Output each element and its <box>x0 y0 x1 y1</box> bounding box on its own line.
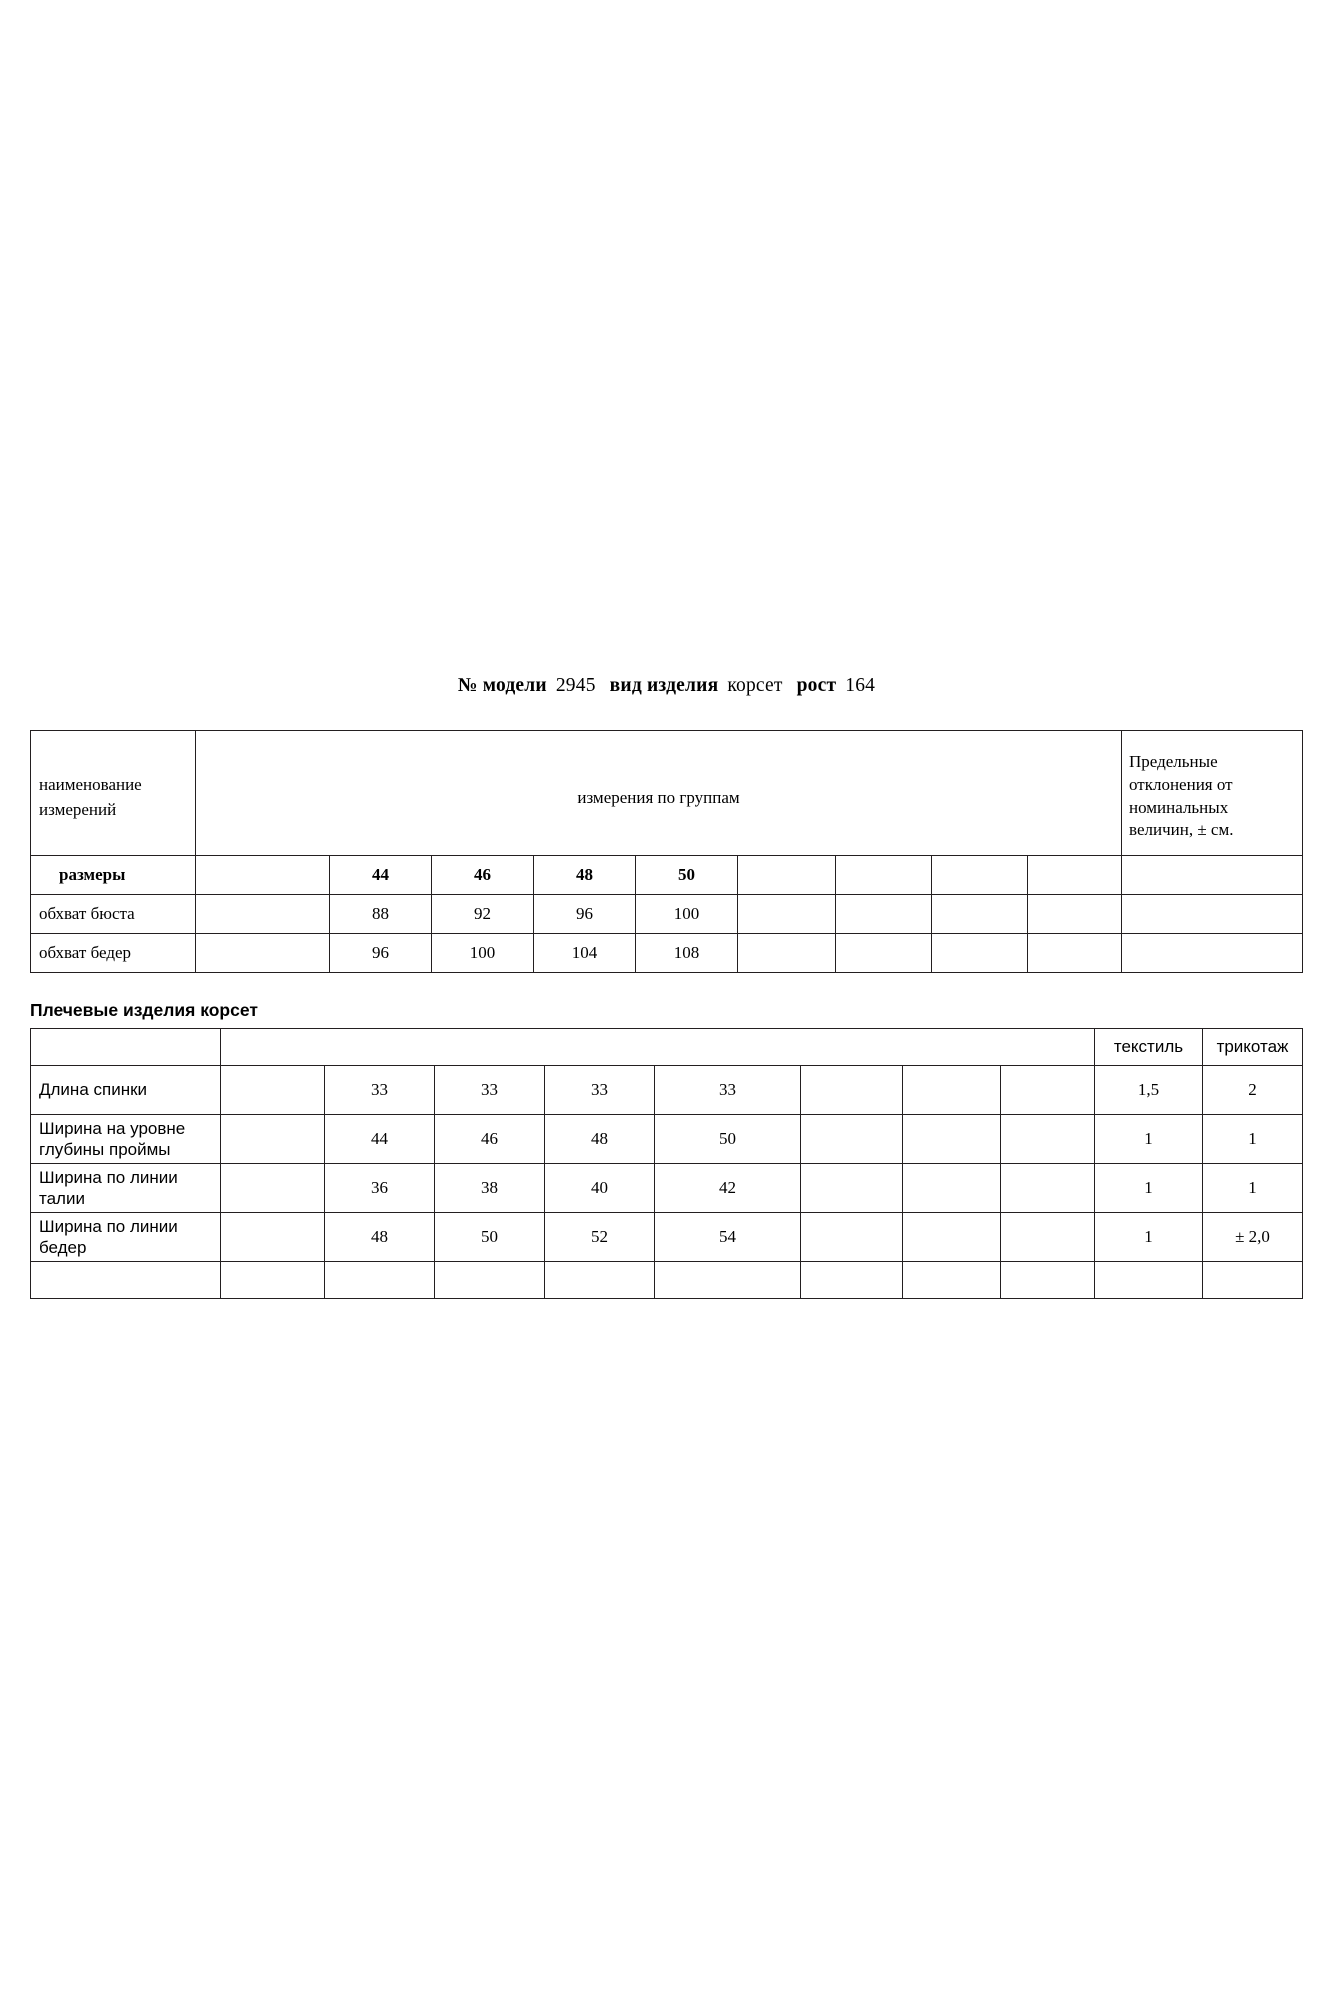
row-cell <box>836 895 932 934</box>
row-label: обхват бюста <box>31 895 196 934</box>
row-cell <box>932 895 1028 934</box>
row-cell: 48 <box>545 1115 655 1164</box>
row-cell <box>801 1213 903 1262</box>
model-value: 2945 <box>555 675 596 696</box>
row-cell: 54 <box>655 1213 801 1262</box>
row-cell: 48 <box>534 856 636 895</box>
row-cell <box>196 856 330 895</box>
row-cell <box>1122 856 1303 895</box>
row-cell: 38 <box>435 1164 545 1213</box>
row-cell <box>903 1066 1001 1115</box>
row-label: Длина спинки <box>31 1066 221 1115</box>
table-row <box>31 1115 1303 1164</box>
row-knitwear-deviation: 1 <box>1203 1115 1303 1164</box>
sizes-table <box>30 730 1303 973</box>
header-knitwear: трикотаж <box>1203 1029 1303 1066</box>
row-cell <box>655 1262 801 1299</box>
row-textile-deviation: 1 <box>1095 1115 1203 1164</box>
row-cell <box>1001 1066 1095 1115</box>
row-cell <box>738 895 836 934</box>
row-cell <box>221 1066 325 1115</box>
header-blank-span <box>221 1029 1095 1066</box>
row-cell <box>221 1115 325 1164</box>
row-cell <box>221 1213 325 1262</box>
row-cell: 100 <box>636 895 738 934</box>
row-knitwear-deviation: ± 2,0 <box>1203 1213 1303 1262</box>
row-cell: 48 <box>325 1213 435 1262</box>
row-cell <box>738 934 836 973</box>
shoulder-products-table <box>30 1028 1303 1299</box>
row-cell: 52 <box>545 1213 655 1262</box>
row-label: Ширина по линии бедер <box>31 1213 221 1262</box>
row-cell <box>932 934 1028 973</box>
row-cell <box>545 1262 655 1299</box>
row-cell: 96 <box>330 934 432 973</box>
table-row <box>31 895 1303 934</box>
row-cell <box>325 1262 435 1299</box>
table-row <box>31 1164 1303 1213</box>
row-label <box>31 1262 221 1299</box>
row-cell: 100 <box>432 934 534 973</box>
product-type-label: вид изделия <box>609 675 719 696</box>
table-row <box>31 1262 1303 1299</box>
page-title <box>0 675 1333 697</box>
row-textile-deviation: 1 <box>1095 1213 1203 1262</box>
row-cell <box>435 1262 545 1299</box>
header-blank <box>31 1029 221 1066</box>
row-knitwear-deviation: 2 <box>1203 1066 1303 1115</box>
header-measure-name-line2: измерений <box>39 799 117 819</box>
row-cell <box>1001 1115 1095 1164</box>
row-cell <box>221 1262 325 1299</box>
row-textile-deviation: 1 <box>1095 1164 1203 1213</box>
row-cell <box>196 895 330 934</box>
row-label: размеры <box>31 856 196 895</box>
row-cell <box>932 856 1028 895</box>
table-header-row <box>31 1029 1303 1066</box>
row-cell <box>801 1066 903 1115</box>
row-cell: 33 <box>325 1066 435 1115</box>
row-cell <box>801 1164 903 1213</box>
row-cell: 92 <box>432 895 534 934</box>
row-cell <box>1001 1164 1095 1213</box>
row-knitwear-deviation: 1 <box>1203 1164 1303 1213</box>
table-row <box>31 934 1303 973</box>
row-cell <box>1028 934 1122 973</box>
row-cell: 33 <box>435 1066 545 1115</box>
row-cell: 40 <box>545 1164 655 1213</box>
row-cell <box>1122 895 1303 934</box>
row-cell: 46 <box>432 856 534 895</box>
header-groups: измерения по группам <box>196 731 1122 856</box>
table-row <box>31 1066 1303 1115</box>
row-cell <box>196 934 330 973</box>
row-cell <box>1028 895 1122 934</box>
row-cell: 50 <box>435 1213 545 1262</box>
row-cell: 104 <box>534 934 636 973</box>
row-cell <box>836 934 932 973</box>
row-cell: 44 <box>325 1115 435 1164</box>
header-measure-name <box>31 731 196 856</box>
product-type-value: корсет <box>727 675 783 696</box>
row-cell <box>903 1115 1001 1164</box>
header-measure-name-line1: наименование <box>39 774 142 794</box>
height-value: 164 <box>845 675 876 696</box>
section-heading: Плечевые изделия корсет <box>30 1000 258 1020</box>
row-cell <box>1001 1213 1095 1262</box>
table-row <box>31 856 1303 895</box>
row-cell <box>903 1213 1001 1262</box>
row-cell: 50 <box>636 856 738 895</box>
row-cell: 50 <box>655 1115 801 1164</box>
header-deviation: Предельные отклонения от номинальных величин, ± см. <box>1122 731 1303 856</box>
row-cell: 33 <box>655 1066 801 1115</box>
row-cell: 46 <box>435 1115 545 1164</box>
row-label: обхват бедер <box>31 934 196 973</box>
row-cell <box>903 1262 1001 1299</box>
row-knitwear-deviation <box>1203 1262 1303 1299</box>
row-cell <box>1001 1262 1095 1299</box>
row-label: Ширина на уровне глубины проймы <box>31 1115 221 1164</box>
row-cell <box>801 1115 903 1164</box>
row-cell: 44 <box>330 856 432 895</box>
row-cell: 33 <box>545 1066 655 1115</box>
table-header-row <box>31 731 1303 856</box>
table-row <box>31 1213 1303 1262</box>
row-cell <box>903 1164 1001 1213</box>
row-cell: 42 <box>655 1164 801 1213</box>
header-textile: текстиль <box>1095 1029 1203 1066</box>
row-cell: 88 <box>330 895 432 934</box>
row-cell <box>1028 856 1122 895</box>
row-cell: 108 <box>636 934 738 973</box>
row-textile-deviation: 1,5 <box>1095 1066 1203 1115</box>
height-label: рост <box>796 675 837 696</box>
row-cell <box>738 856 836 895</box>
row-cell <box>801 1262 903 1299</box>
row-cell: 96 <box>534 895 636 934</box>
row-label: Ширина по линии талии <box>31 1164 221 1213</box>
row-cell <box>1122 934 1303 973</box>
row-cell: 36 <box>325 1164 435 1213</box>
row-cell <box>221 1164 325 1213</box>
row-textile-deviation <box>1095 1262 1203 1299</box>
model-label: № модели <box>457 675 547 696</box>
row-cell <box>836 856 932 895</box>
